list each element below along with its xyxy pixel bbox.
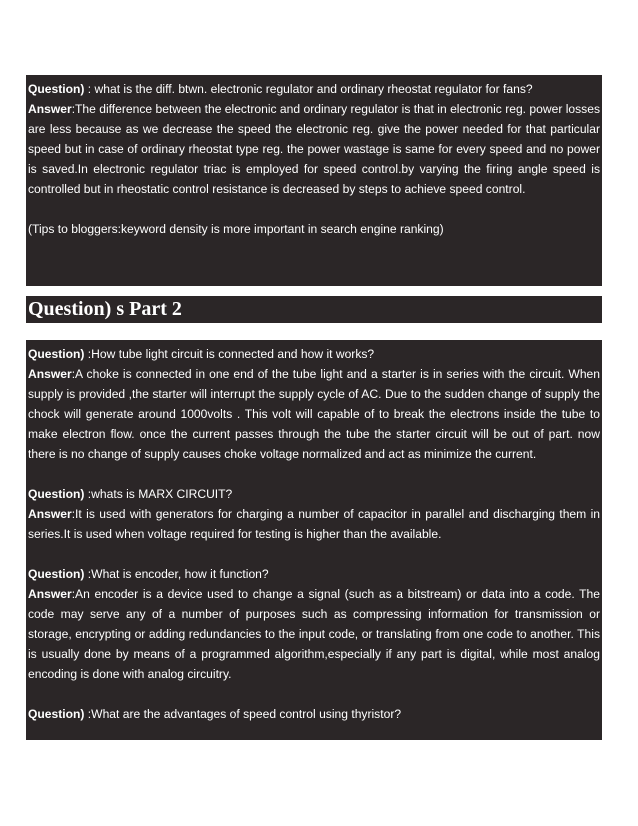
question-label: Question) xyxy=(28,567,85,581)
answer-text: :An encoder is a device used to change a signal (such as a bitstream) or data into a code. The code may serve any of a number of purposes such as compressing information for transmission or storage, encrypting or adding redundancies to the input code, or translating from one code to another. This is usually done by means of a programmed algorithm,especially if any part is digital, while most analog encoding is done with analog circuitry. xyxy=(28,587,600,681)
question-line xyxy=(28,704,600,724)
answer-paragraph xyxy=(28,99,600,199)
question-label: Question) xyxy=(28,487,85,501)
question-line xyxy=(28,344,600,364)
qa-panel-1 xyxy=(26,75,602,286)
spacer xyxy=(28,199,600,219)
question-line xyxy=(28,79,600,99)
question-text: : what is the diff. btwn. electronic regulator and ordinary rheostat regulator for fans? xyxy=(84,82,533,96)
answer-label: Answer xyxy=(28,102,72,116)
answer-paragraph xyxy=(28,584,600,684)
answer-label: Answer xyxy=(28,507,72,521)
answer-text: :The difference between the electronic and ordinary regulator is that in electronic reg. power losses are less because as we decrease the speed the electronic reg. give the power needed for that particular speed but in case of ordinary rheostat type reg. the power wastage is same for every speed and no power is saved.In electronic regulator triac is employed for speed control.by varying the firing angle speed is controlled but in rheostatic control resistance is decreased by steps to achieve speed control. xyxy=(28,102,600,196)
question-line xyxy=(28,564,600,584)
question-label: Question) xyxy=(28,707,85,721)
answer-label: Answer xyxy=(28,587,72,601)
spacer xyxy=(28,464,600,484)
question-text: :How tube light circuit is connected and how it works? xyxy=(84,347,375,361)
question-text: :whats is MARX CIRCUIT? xyxy=(84,487,233,501)
answer-text: :A choke is connected in one end of the tube light and a starter is in series with the circuit. When supply is provided ,the starter will interrupt the supply cycle of AC. Due to the sudden change of supply the chock will generate around 1000volts . This volt will capable of to break the electrons inside the tube to make electron flow. once the current passes through the tube the starter circuit will be out of part. now there is no change of supply causes choke voltage normalized and act as minimize the current. xyxy=(28,367,600,461)
question-label: Question) xyxy=(28,82,85,96)
answer-text: :It is used with generators for charging a number of capacitor in parallel and discharging them in series.It is used when voltage required for testing is higher than the available. xyxy=(28,507,600,541)
answer-paragraph xyxy=(28,364,600,464)
answer-label: Answer xyxy=(28,367,72,381)
section-heading: Question) s Part 2 xyxy=(28,298,182,320)
section-heading-bar xyxy=(26,296,602,323)
question-text: :What are the advantages of speed control using thyristor? xyxy=(84,707,402,721)
question-label: Question) xyxy=(28,347,85,361)
qa-panel-2 xyxy=(26,340,602,740)
answer-paragraph xyxy=(28,504,600,544)
question-line xyxy=(28,484,600,504)
spacer xyxy=(28,684,600,704)
spacer xyxy=(28,544,600,564)
question-text: :What is encoder, how it function? xyxy=(84,567,269,581)
blogger-tip: (Tips to bloggers:keyword density is more important in search engine ranking) xyxy=(28,222,444,236)
